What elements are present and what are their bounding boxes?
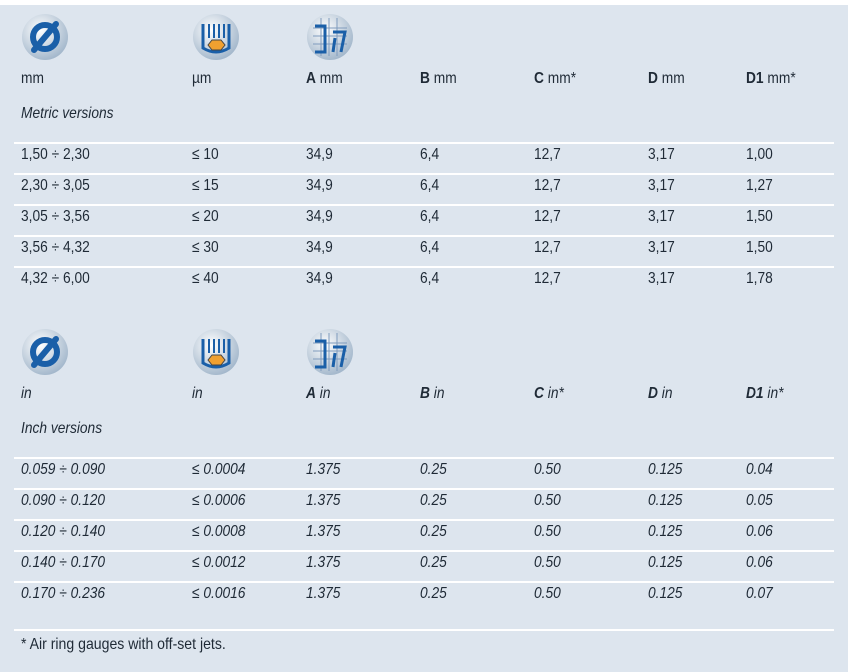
- header-unit: in*: [543, 385, 564, 402]
- column-header: [192, 70, 211, 88]
- header-unit: in: [657, 385, 673, 402]
- section-title: [21, 420, 102, 438]
- table-cell: [306, 208, 333, 226]
- table-cell: [21, 208, 90, 226]
- cell-value: 0.25: [420, 461, 447, 478]
- row-divider: [14, 488, 834, 490]
- tolerance-gauge-icon: [191, 327, 241, 377]
- cell-value: 0.25: [420, 554, 447, 571]
- table-cell: [420, 554, 447, 572]
- header-unit: in: [429, 385, 445, 402]
- header-letter: D: [648, 70, 658, 87]
- cell-value: 1.375: [306, 523, 341, 540]
- header-unit: mm*: [543, 70, 577, 87]
- table-cell: [746, 177, 773, 195]
- header-letter: D1: [746, 385, 764, 402]
- cell-value: 3,56 ÷ 4,32: [21, 239, 90, 256]
- table-cell: [746, 523, 773, 541]
- cell-value: 0.25: [420, 523, 447, 540]
- header-unit: mm: [657, 70, 685, 87]
- row-divider: [14, 266, 834, 268]
- header-unit: mm: [429, 70, 457, 87]
- cell-value: 3,17: [648, 270, 675, 287]
- table-cell: [420, 461, 447, 479]
- cell-value: ≤ 30: [192, 239, 219, 256]
- cell-value: 0.50: [534, 585, 561, 602]
- cell-value: 0.090 ÷ 0.120: [21, 492, 106, 509]
- table-cell: [192, 523, 245, 541]
- cell-value: 0.059 ÷ 0.090: [21, 461, 106, 478]
- cell-value: 12,7: [534, 270, 561, 287]
- header-unit: mm: [315, 70, 343, 87]
- table-cell: [534, 208, 561, 226]
- cell-value: 4,32 ÷ 6,00: [21, 270, 90, 287]
- cell-value: 0.125: [648, 554, 683, 571]
- table-cell: [420, 523, 447, 541]
- cell-value: 1,50: [746, 239, 773, 256]
- header-letter: C: [534, 70, 544, 87]
- cell-value: 6,4: [420, 239, 440, 256]
- cell-value: 0.25: [420, 492, 447, 509]
- table-cell: [420, 239, 439, 257]
- table-cell: [648, 239, 675, 257]
- cell-value: 6,4: [420, 146, 440, 163]
- cell-value: 34,9: [306, 270, 333, 287]
- table-cell: [746, 492, 773, 510]
- cell-value: 1,27: [746, 177, 773, 194]
- cell-value: 1.375: [306, 585, 341, 602]
- row-divider: [14, 519, 834, 521]
- table-cell: [21, 585, 105, 603]
- cell-value: 12,7: [534, 177, 561, 194]
- table-cell: [746, 239, 773, 257]
- cell-value: 1.375: [306, 554, 341, 571]
- table-cell: [420, 492, 447, 510]
- table-cell: [192, 554, 245, 572]
- table-cell: [21, 492, 105, 510]
- table-cell: [534, 492, 561, 510]
- cell-value: ≤ 10: [192, 146, 219, 163]
- cell-value: 12,7: [534, 146, 561, 163]
- table-cell: [420, 585, 447, 603]
- cell-value: 0.05: [746, 492, 773, 509]
- table-cell: [746, 461, 773, 479]
- cell-value: 0.07: [746, 585, 773, 602]
- cell-value: 0.120 ÷ 0.140: [21, 523, 106, 540]
- cell-value: 1,50: [746, 208, 773, 225]
- cell-value: 6,4: [420, 177, 440, 194]
- column-header: [534, 70, 576, 88]
- cell-value: 3,17: [648, 239, 675, 256]
- diameter-icon: [20, 327, 70, 377]
- header-label: in: [21, 385, 32, 402]
- table-cell: [306, 146, 333, 164]
- table-cell: [648, 554, 682, 572]
- diameter-icon: [20, 12, 70, 62]
- row-divider: [14, 581, 834, 583]
- cell-value: 0.125: [648, 492, 683, 509]
- cell-value: 0.50: [534, 554, 561, 571]
- table-cell: [21, 523, 105, 541]
- cell-value: 12,7: [534, 208, 561, 225]
- cell-value: 0.06: [746, 554, 773, 571]
- header-letter: A: [306, 70, 316, 87]
- cell-value: 0.125: [648, 585, 683, 602]
- table-cell: [648, 461, 682, 479]
- column-header: [534, 385, 564, 403]
- cell-value: 1.375: [306, 461, 341, 478]
- cell-value: 0.06: [746, 523, 773, 540]
- header-label: µm: [192, 70, 212, 87]
- table-cell: [192, 177, 219, 195]
- cell-value: 1,00: [746, 146, 773, 163]
- table-cell: [534, 585, 561, 603]
- cell-value: 0.04: [746, 461, 773, 478]
- cell-value: 3,17: [648, 146, 675, 163]
- column-header: [746, 385, 783, 403]
- cell-value: 34,9: [306, 177, 333, 194]
- header-label: in: [192, 385, 203, 402]
- table-cell: [420, 146, 439, 164]
- table-cell: [21, 239, 90, 257]
- table-cell: [534, 239, 561, 257]
- header-letter: A: [306, 385, 316, 402]
- section-title: [21, 105, 114, 123]
- cell-value: ≤ 0.0006: [192, 492, 246, 509]
- cell-value: 0.50: [534, 461, 561, 478]
- cell-value: 3,05 ÷ 3,56: [21, 208, 90, 225]
- row-divider: [14, 142, 834, 144]
- table-cell: [192, 492, 245, 510]
- table-cell: [306, 270, 333, 288]
- column-header: [746, 70, 796, 88]
- table-cell: [420, 208, 439, 226]
- table-cell: [21, 146, 90, 164]
- cell-value: 0.25: [420, 585, 447, 602]
- table-cell: [648, 177, 675, 195]
- table-cell: [648, 492, 682, 510]
- cell-value: 34,9: [306, 146, 333, 163]
- table-cell: [306, 585, 340, 603]
- cell-value: 0.125: [648, 523, 683, 540]
- table-cell: [21, 270, 90, 288]
- table-cell: [306, 554, 340, 572]
- cell-value: 0.50: [534, 492, 561, 509]
- cell-value: 6,4: [420, 270, 440, 287]
- table-cell: [534, 461, 561, 479]
- row-divider: [14, 629, 834, 631]
- table-cell: [648, 270, 675, 288]
- cell-value: 34,9: [306, 239, 333, 256]
- table-cell: [648, 585, 682, 603]
- cell-value: 3,17: [648, 177, 675, 194]
- table-cell: [746, 270, 773, 288]
- cell-value: 2,30 ÷ 3,05: [21, 177, 90, 194]
- header-letter: C: [534, 385, 544, 402]
- row-divider: [14, 204, 834, 206]
- table-cell: [192, 585, 245, 603]
- footnote: * Air ring gauges with off-set jets.: [21, 636, 226, 653]
- header-unit: mm*: [763, 70, 796, 87]
- cell-value: ≤ 0.0012: [192, 554, 246, 571]
- table-cell: [534, 523, 561, 541]
- column-header: [420, 385, 444, 403]
- table-cell: [420, 177, 439, 195]
- table-cell: [192, 270, 219, 288]
- table-cell: [21, 461, 105, 479]
- table-cell: [192, 208, 219, 226]
- table-cell: [534, 270, 561, 288]
- column-header: [648, 385, 672, 403]
- table-cell: [746, 146, 773, 164]
- cell-value: 1.375: [306, 492, 341, 509]
- cell-value: 1,78: [746, 270, 773, 287]
- table-cell: [534, 177, 561, 195]
- header-label: mm: [21, 70, 44, 87]
- column-header: [192, 385, 203, 403]
- table-cell: [534, 554, 561, 572]
- dimensions-drawing-icon: [305, 327, 355, 377]
- table-cell: [306, 492, 340, 510]
- column-header: [21, 70, 44, 88]
- table-cell: [534, 146, 561, 164]
- cell-value: 34,9: [306, 208, 333, 225]
- header-unit: in*: [763, 385, 784, 402]
- table-cell: [192, 146, 219, 164]
- table-cell: [420, 270, 439, 288]
- table-cell: [746, 208, 773, 226]
- cell-value: ≤ 0.0008: [192, 523, 246, 540]
- section-title-text: Metric versions: [21, 105, 114, 122]
- column-header: [306, 385, 330, 403]
- column-header: [306, 70, 343, 88]
- cell-value: ≤ 0.0016: [192, 585, 246, 602]
- table-cell: [21, 177, 90, 195]
- header-unit: in: [315, 385, 331, 402]
- header-letter: B: [420, 385, 430, 402]
- cell-value: ≤ 15: [192, 177, 219, 194]
- cell-value: 0.125: [648, 461, 683, 478]
- table-cell: [746, 585, 773, 603]
- cell-value: ≤ 0.0004: [192, 461, 246, 478]
- table-cell: [192, 239, 219, 257]
- cell-value: 12,7: [534, 239, 561, 256]
- cell-value: ≤ 20: [192, 208, 219, 225]
- cell-value: 1,50 ÷ 2,30: [21, 146, 90, 163]
- cell-value: 0.50: [534, 523, 561, 540]
- table-cell: [306, 239, 333, 257]
- table-cell: [746, 554, 773, 572]
- cell-value: 6,4: [420, 208, 440, 225]
- cell-value: 0.140 ÷ 0.170: [21, 554, 106, 571]
- table-cell: [648, 208, 675, 226]
- header-letter: B: [420, 70, 430, 87]
- column-header: [21, 385, 32, 403]
- cell-value: 3,17: [648, 208, 675, 225]
- row-divider: [14, 457, 834, 459]
- row-divider: [14, 173, 834, 175]
- table-cell: [648, 146, 675, 164]
- column-header: [420, 70, 457, 88]
- column-header: [648, 70, 685, 88]
- table-cell: [21, 554, 105, 572]
- header-letter: D: [648, 385, 658, 402]
- table-cell: [306, 461, 340, 479]
- table-cell: [306, 177, 333, 195]
- row-divider: [14, 550, 834, 552]
- table-cell: [648, 523, 682, 541]
- cell-value: ≤ 40: [192, 270, 219, 287]
- section-title-text: Inch versions: [21, 420, 103, 437]
- row-divider: [14, 235, 834, 237]
- table-cell: [306, 523, 340, 541]
- header-letter: D1: [746, 70, 764, 87]
- dimensions-drawing-icon: [305, 12, 355, 62]
- cell-value: 0.170 ÷ 0.236: [21, 585, 106, 602]
- table-cell: [192, 461, 245, 479]
- tolerance-gauge-icon: [191, 12, 241, 62]
